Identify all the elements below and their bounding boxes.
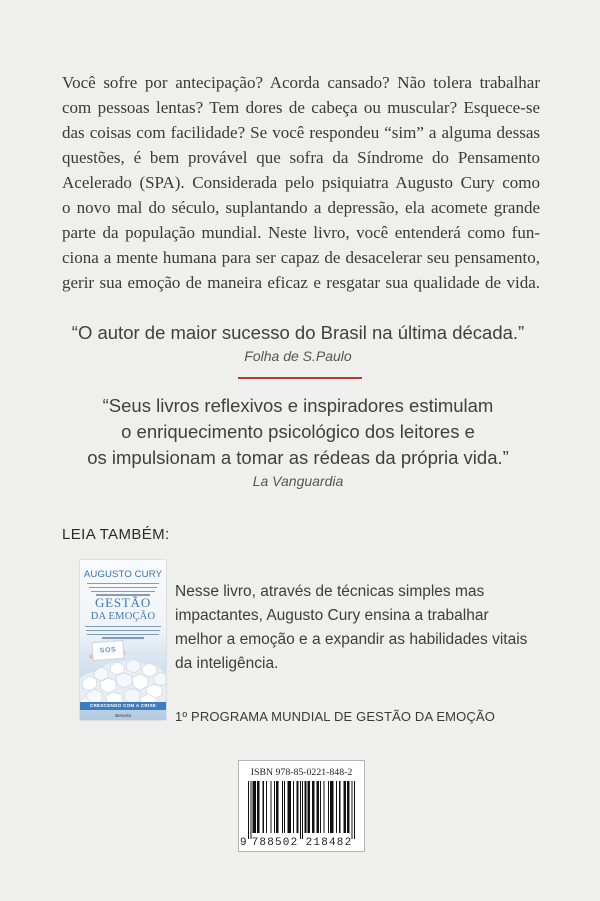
small-print-line: [102, 637, 144, 638]
small-print-line: [87, 583, 159, 584]
isbn-text: ISBN 978-85-0221-848-2: [250, 767, 353, 778]
cover-title-line-2: DA EMOÇÃO: [90, 611, 156, 622]
barcode-guard-bar: [300, 781, 301, 839]
see-also-heading: LEIA TAMBÉM:: [62, 526, 170, 543]
cover-subtitle-print: [80, 626, 166, 639]
barcode-bar: [304, 781, 306, 833]
barcode-bar: [317, 781, 319, 833]
small-print-line: [87, 634, 159, 635]
barcode-bar: [320, 781, 321, 833]
sos-sign: [91, 640, 124, 661]
barcode-bar: [266, 781, 267, 833]
barcode-bar: [308, 781, 310, 833]
description-line: o novo mal do século, suplantando a depressão, ela acomete grande: [62, 198, 540, 217]
barcode-bar: [344, 781, 346, 833]
blurb-line: impactantes, Augusto Cury ensina a trabalhar: [175, 607, 489, 624]
barcode-bar: [296, 781, 298, 833]
barcode-bar: [276, 781, 278, 833]
program-label: 1º PROGRAMA MUNDIAL DE GESTÃO DA EMOÇÃO: [175, 709, 496, 724]
description-line: parte da população mundial. Neste livro, você entenderá como fun-: [62, 223, 540, 242]
quote-source: Folha de S.Paulo: [244, 348, 352, 364]
barcode-bar: [257, 781, 259, 833]
description-line: Acelerado (SPA). Considerada pelo psiquiatra Augusto Cury como: [62, 173, 540, 192]
barcode-bar: [253, 781, 256, 833]
barcode-bar: [263, 781, 264, 833]
barcode-guard-bar: [352, 781, 353, 839]
barcode-bar: [330, 781, 333, 833]
barcode-bar: [293, 781, 294, 833]
blurb-line: Nesse livro, através de técnicas simples mas: [175, 583, 485, 600]
barcode-bar: [323, 781, 324, 833]
cover-title-line-1: GESTÃO: [94, 595, 152, 610]
barcode-guard-bar: [248, 781, 249, 839]
press-quote-folha: [50, 320, 546, 366]
blurb-line: melhor a emoção e a expandir as habilidades vitais: [175, 631, 528, 648]
description-line: com pessoas lentas? Tem dores de cabeça ou muscular? Esquece-se: [62, 98, 540, 117]
barcode-bar: [312, 781, 314, 833]
quote-text: o enriquecimento psicológico dos leitores e: [121, 421, 475, 442]
quote-text: “Seus livros reflexivos e inspiradores estimulam: [102, 395, 494, 416]
barcode-guard-bar: [302, 781, 303, 839]
cover-publisher: Benvirá: [115, 713, 131, 718]
barcode-first-digit: 9: [240, 837, 247, 849]
barcode-bar: [347, 781, 349, 833]
quote-text: os impulsionam a tomar as rédeas da própria vida.”: [87, 447, 509, 468]
barcode-bars: [248, 781, 355, 839]
barcode-bar: [287, 781, 290, 833]
barcode-guard-bar: [250, 781, 251, 839]
blurb-line: da inteligência.: [175, 655, 279, 672]
barcode-bar: [271, 781, 272, 833]
description-line: questões, é bem provável que sofra da Síndrome do Pensamento: [62, 148, 540, 167]
small-print-line: [91, 591, 155, 592]
barcode-left-digits: 788502: [251, 837, 299, 849]
quote-source: La Vanguardia: [252, 473, 344, 489]
description-line: Você sofre por antecipação? Acorda cansado? Não tolera trabalhar: [62, 73, 540, 92]
barcode-right-digits: 218482: [305, 837, 353, 849]
book-cover-thumbnail: [80, 560, 166, 720]
description-line: gerir sua emoção de maneira eficaz e resgatar sua qualidade de vida.: [62, 273, 540, 292]
description-paragraph: [62, 70, 540, 295]
sos-sign-text: SOS: [99, 646, 117, 655]
barcode-bar: [284, 781, 285, 833]
description-line: das coisas com facilidade? Se você respondeu “sim” a alguma dessas: [62, 123, 540, 142]
small-print-line: [85, 626, 161, 627]
barcode-bar: [339, 781, 340, 833]
barcode-bar: [336, 781, 337, 833]
cover-small-print: [80, 583, 166, 596]
cover-band: CRESCENDO COM A CRISE: [80, 702, 166, 710]
barcode-guard-bar: [354, 781, 355, 839]
barcode-bar: [282, 781, 283, 833]
cover-author: AUGUSTO CURY: [83, 569, 163, 580]
barcode-bar: [328, 781, 329, 833]
small-print-line: [89, 587, 157, 588]
small-print-line: [86, 630, 160, 631]
quote-text: “O autor de maior sucesso do Brasil na última década.”: [71, 322, 525, 343]
see-also-blurb: [175, 580, 527, 676]
red-divider: [238, 377, 362, 379]
isbn-barcode: [238, 760, 365, 852]
barcode-bar: [274, 781, 275, 833]
description-line: ciona a mente humana para ser capaz de desacelerar seu pensamento,: [62, 248, 540, 267]
press-quote-vanguardia: [50, 393, 546, 491]
